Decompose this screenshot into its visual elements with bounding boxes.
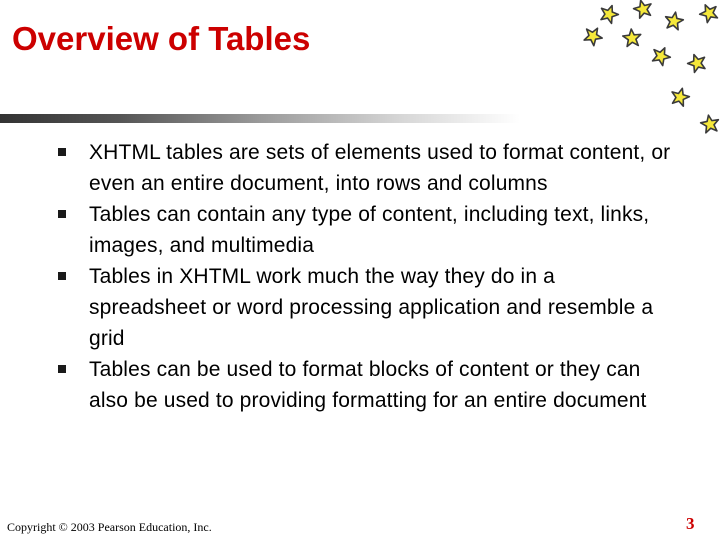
bullet-item bbox=[58, 261, 678, 354]
bullet-text: XHTML tables are sets of elements used to format content, or even an entire document, into rows and columns bbox=[89, 141, 671, 195]
bullet-list bbox=[58, 137, 678, 416]
star-icon bbox=[685, 51, 708, 73]
bullet-item bbox=[58, 137, 678, 199]
slide-title: Overview of Tables bbox=[12, 20, 311, 57]
page-number: 3 bbox=[686, 514, 695, 533]
bullet-item bbox=[58, 199, 678, 261]
square-bullet-icon bbox=[58, 148, 66, 156]
bullet-item bbox=[58, 354, 678, 416]
star-icon bbox=[664, 11, 685, 31]
star-icon bbox=[632, 0, 654, 19]
copyright-footer: Copyright © 2003 Pearson Education, Inc. bbox=[7, 520, 212, 534]
bullet-text: Tables can be used to format blocks of content or they can also be used to providing formatting for an entire document bbox=[89, 358, 647, 412]
star-icon bbox=[700, 114, 720, 134]
bullet-text: Tables can contain any type of content, including text, links, images, and multimedia bbox=[89, 203, 650, 257]
star-icon bbox=[669, 86, 691, 107]
star-icon bbox=[649, 44, 672, 67]
star-icon bbox=[622, 28, 641, 47]
square-bullet-icon bbox=[58, 272, 66, 280]
square-bullet-icon bbox=[58, 365, 66, 373]
square-bullet-icon bbox=[58, 210, 66, 218]
star-icon bbox=[598, 2, 621, 24]
star-decoration bbox=[560, 0, 720, 140]
star-icon bbox=[581, 24, 605, 48]
bullet-text: Tables in XHTML work much the way they do in a spreadsheet or word processing application and resemble a grid bbox=[89, 265, 654, 350]
star-icon bbox=[697, 1, 720, 24]
